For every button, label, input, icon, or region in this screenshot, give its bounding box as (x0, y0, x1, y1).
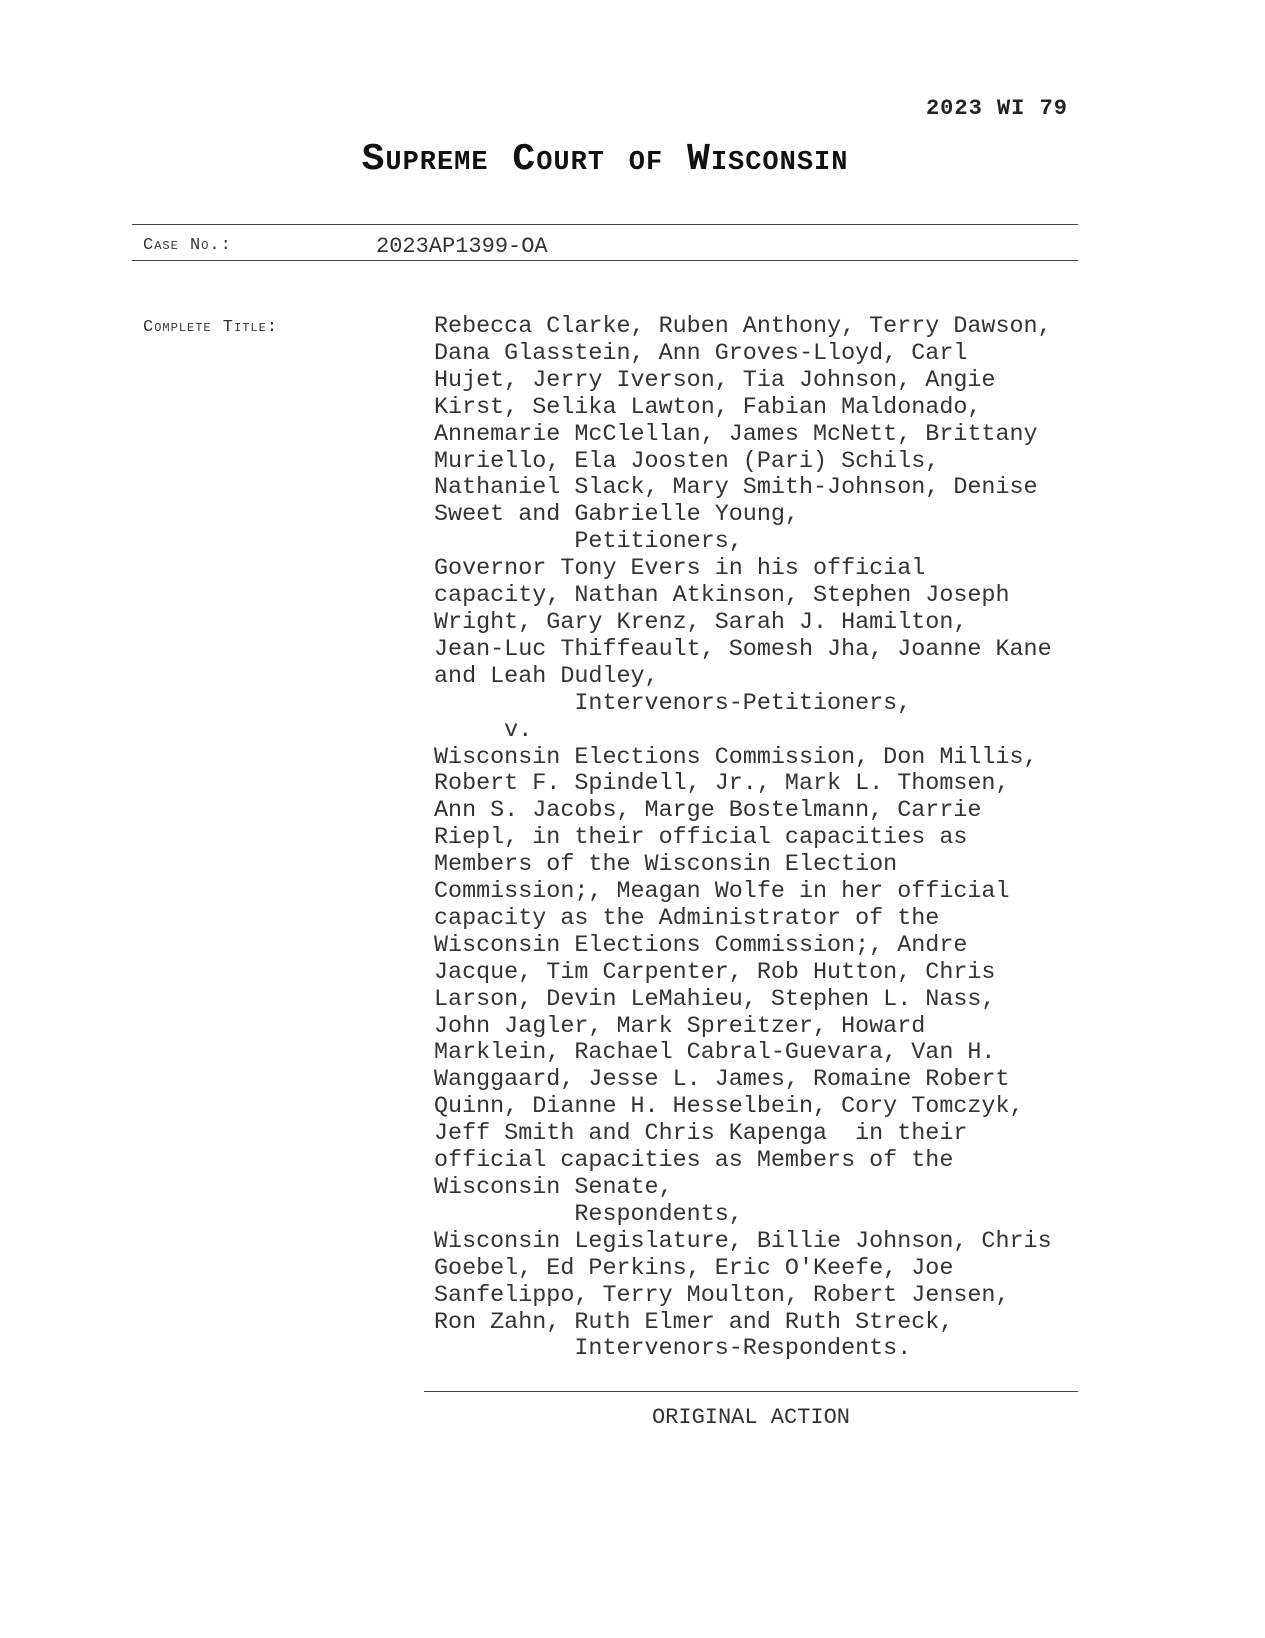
case-no-label: Case No.: (143, 236, 232, 255)
title-line: Wanggaard, Jesse L. James, Romaine Robert (434, 1067, 1010, 1094)
title-line: Intervenors-Respondents. (434, 1336, 912, 1363)
title-line: Commission;, Meagan Wolfe in her official (434, 879, 1010, 906)
title-line: capacity as the Administrator of the (434, 905, 940, 932)
title-line: Goebel, Ed Perkins, Eric O'Keefe, Joe (434, 1255, 954, 1282)
title-line: Respondents, (434, 1201, 743, 1228)
title-line: Kirst, Selika Lawton, Fabian Maldonado, (434, 394, 982, 421)
title-line: Wright, Gary Krenz, Sarah J. Hamilton, (434, 609, 968, 636)
title-line: Sanfelippo, Terry Moulton, Robert Jensen, (434, 1282, 1010, 1309)
title-line: Quinn, Dianne H. Hesselbein, Cory Tomczyk, (434, 1094, 1024, 1121)
title-line: Larson, Devin LeMahieu, Stephen L. Nass, (434, 986, 996, 1013)
title-line: and Leah Dudley, (434, 663, 659, 690)
title-line: John Jagler, Mark Spreitzer, Howard (434, 1013, 926, 1040)
title-line: Jacque, Tim Carpenter, Rob Hutton, Chris (434, 959, 996, 986)
title-line: Intervenors-Petitioners, (434, 690, 912, 717)
divider-bottom (424, 1391, 1078, 1392)
title-line: Dana Glasstein, Ann Groves-Lloyd, Carl (434, 340, 968, 367)
title-line: Wisconsin Legislature, Billie Johnson, Chris (434, 1228, 1052, 1255)
divider-case (132, 260, 1078, 261)
title-line: Members of the Wisconsin Election (434, 852, 898, 879)
divider-top (132, 224, 1078, 225)
title-line: Sweet and Gabrielle Young, (434, 502, 799, 529)
title-line: Jeff Smith and Chris Kapenga in their (434, 1121, 968, 1148)
title-line: v. (434, 717, 533, 744)
title-line: Hujet, Jerry Iverson, Tia Johnson, Angie (434, 367, 996, 394)
complete-title (434, 314, 1052, 1363)
title-line: Muriello, Ela Joosten (Pari) Schils, (434, 448, 940, 475)
title-line: Riepl, in their official capacities as (434, 825, 968, 852)
title-line: Wisconsin Senate, (434, 1175, 673, 1201)
original-action: ORIGINAL ACTION (651, 1405, 851, 1430)
title-line: Marklein, Rachael Cabral-Guevara, Van H. (434, 1040, 996, 1067)
title-line: Robert F. Spindell, Jr., Mark L. Thomsen, (434, 771, 1010, 798)
title-line: official capacities as Members of the (434, 1148, 954, 1175)
court-title: Supreme Court of Wisconsin (361, 138, 849, 181)
citation: 2023 WI 79 (925, 96, 1068, 121)
title-line: Ann S. Jacobs, Marge Bostelmann, Carrie (434, 798, 982, 825)
complete-title-label: Complete Title: (143, 318, 279, 337)
title-line: Rebecca Clarke, Ruben Anthony, Terry Dawson, (434, 314, 1052, 340)
title-line: Governor Tony Evers in his official (434, 556, 926, 583)
case-number: 2023AP1399-OA (376, 234, 548, 259)
title-line: Nathaniel Slack, Mary Smith-Johnson, Denise (434, 475, 1038, 502)
title-line: Jean-Luc Thiffeault, Somesh Jha, Joanne Kane (434, 636, 1052, 663)
title-line: Ron Zahn, Ruth Elmer and Ruth Streck, (434, 1309, 954, 1336)
title-line: capacity, Nathan Atkinson, Stephen Joseph (434, 583, 1010, 610)
title-line: Wisconsin Elections Commission;, Andre (434, 932, 968, 959)
title-line: Annemarie McClellan, James McNett, Brittany (434, 421, 1038, 448)
title-line: Wisconsin Elections Commission, Don Millis, (434, 744, 1038, 771)
title-line: Petitioners, (434, 529, 743, 556)
